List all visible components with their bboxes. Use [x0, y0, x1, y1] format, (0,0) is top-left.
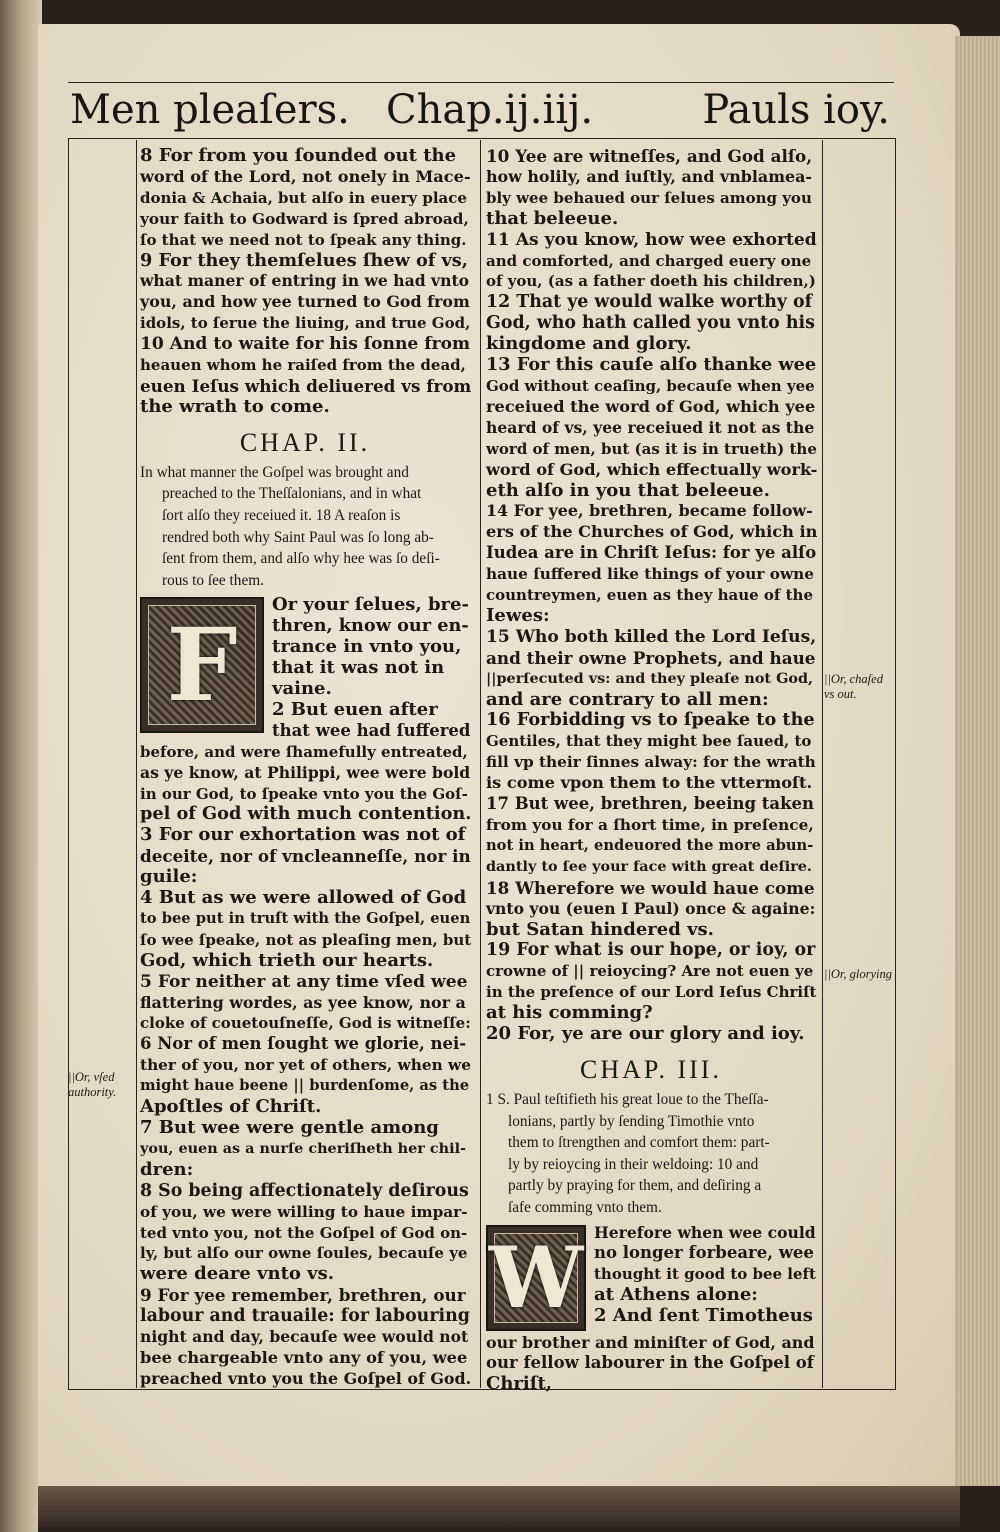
dropcap-letter: W	[488, 1227, 584, 1327]
text-line: 2 And ſent Timotheus	[594, 1305, 813, 1327]
text-line: partly by praying for them, and deſiring a	[508, 1177, 762, 1195]
text-line: and are contrary to all men:	[486, 688, 769, 710]
header-rule	[68, 82, 894, 83]
text-line: Chriſt,	[486, 1373, 553, 1395]
text-line: not in heart, endeuored the more abun-	[486, 836, 814, 854]
text-line: receiued the word of God, which yee	[486, 396, 816, 416]
margin-note-right-2: ||Or, glorying	[824, 967, 892, 981]
text-line: 10 And to waite for his ſonne from	[140, 334, 471, 355]
text-line: trance in vnto you,	[272, 636, 462, 658]
right-verses-body	[486, 1333, 816, 1396]
text-line: pel of God with much contention.	[140, 803, 472, 825]
text-line: ly by reioycing in their weldoing: 10 and	[508, 1155, 759, 1173]
chapter-3-summary	[486, 1089, 816, 1219]
text-line: God, which trieth our hearts.	[140, 949, 434, 971]
text-line: countreymen, euen as they haue of the	[486, 586, 813, 605]
text-line: bly wee behaued our ſelues among you	[486, 188, 812, 207]
text-line: rous to ſee them.	[162, 571, 264, 589]
text-line: idols, to ſerue the liuing, and true God,	[140, 314, 471, 333]
dropcap-w-woodcut	[486, 1225, 586, 1331]
text-line: Iudea are in Chriſt Ieſus: for ye alſo	[486, 543, 817, 563]
text-line: flattering wordes, as yee know, nor a	[140, 992, 466, 1012]
text-line: lonians, partly by ſending Timothie vnto	[508, 1112, 755, 1130]
text-line: dantly to ſee your face with great deſire.	[486, 857, 812, 875]
book-spine-shadow	[0, 0, 42, 1532]
text-line: is come vpon them to the vttermoſt.	[486, 773, 813, 793]
text-line: 15 Who both killed the Lord Ieſus,	[486, 626, 817, 647]
text-line: how holily, and iuſtly, and vnblamea-	[486, 166, 813, 186]
text-line: 4 But as we were allowed of God	[140, 887, 467, 909]
text-line: ſo that we need not to ſpeak any thing.	[140, 230, 467, 249]
text-line: Or your ſelues, bre-	[272, 594, 469, 616]
text-line: 10 Yee are witneſſes, and God alſo,	[486, 146, 813, 166]
text-line: might haue beene || burdenſome, as the	[140, 1077, 470, 1095]
running-header	[68, 84, 894, 136]
text-line: you, and how yee turned to God from	[140, 292, 470, 312]
header-right: Pauls ioy.	[702, 87, 890, 133]
text-line: 9 For yee remember, brethren, our	[140, 1285, 466, 1306]
text-line: ſent from them, and alſo why hee was ſo deſi-	[162, 550, 440, 568]
text-line: in our God, to ſpeake vnto you the Goſ-	[140, 784, 468, 803]
text-line: preached vnto you the Goſpel of God.	[140, 1368, 472, 1388]
text-line: haue ſuffered like things of your owne	[486, 565, 814, 584]
text-line: thought it good to bee left	[594, 1265, 816, 1284]
text-line: thren, know our en-	[272, 615, 469, 637]
text-line: 14 For yee, brethren, became follow-	[486, 501, 813, 521]
text-line: our fellow labourer in the Goſpel of	[486, 1353, 814, 1373]
text-line: eth alſo in you that beleeue.	[486, 479, 770, 501]
text-line: vaine.	[272, 677, 332, 699]
text-line: In what manner the Goſpel was brought and	[140, 463, 409, 481]
text-line: them to ſtrengthen and comfort them: part-	[508, 1134, 770, 1152]
right-column	[486, 146, 818, 1395]
column-divider	[480, 140, 481, 1388]
text-line: to bee put in truſt with the Goſpel, euen	[140, 909, 471, 927]
margin-note-right-1: ||Or, chaſed vs out.	[824, 672, 883, 701]
text-line: donia & Achaia, but alſo in euery place	[140, 188, 467, 207]
text-line: Gentiles, that they might bee ſaued, to	[486, 732, 812, 751]
page-bottom-shadow	[38, 1486, 960, 1532]
dropcap-f-woodcut	[140, 597, 264, 733]
text-line: night and day, becauſe wee would not	[140, 1327, 469, 1347]
text-line: the wrath to come.	[140, 395, 330, 417]
text-line: you, euen as a nurſe cheriſheth her chil-	[140, 1139, 467, 1157]
text-line: deceite, nor of vncleanneſſe, nor in	[140, 846, 471, 867]
text-line: heauen whom he raiſed from the dead,	[140, 356, 466, 375]
text-line: 1 S. Paul teſtifieth his great loue to the Theſſa-	[486, 1090, 769, 1108]
text-line: 8 So being affectionately deſirous	[140, 1180, 469, 1201]
text-line: ſort alſo they receiued it. 18 A reaſon is	[162, 506, 401, 524]
header-center: Chap.ij.iij.	[386, 87, 594, 133]
text-line: 19 For what is our hope, or ioy, or	[486, 940, 816, 961]
text-line: of you, (as a father doeth his children,)	[486, 272, 816, 291]
text-line: our brother and miniſter of God, and	[486, 1332, 815, 1352]
text-line: Iewes:	[486, 604, 550, 626]
text-line: and comforted, and charged euery one	[486, 251, 812, 270]
text-line: that beleeue.	[486, 207, 619, 229]
text-line: rendred both why Saint Paul was ſo long ab-	[162, 528, 434, 546]
text-line: word of men, but (as it is in trueth) the	[486, 439, 817, 458]
text-line: that it was not in	[272, 657, 445, 679]
text-line: 3 For our exhortation was not of	[140, 824, 466, 846]
text-line: dren:	[140, 1158, 194, 1180]
text-line: before, and were ſhamefully entreated,	[140, 742, 468, 761]
text-line: ſo wee ſpeake, not as pleaſing men, but	[140, 930, 472, 949]
text-line: 20 For, ye are our glory and ioy.	[486, 1023, 805, 1045]
right-margin-rule	[822, 140, 823, 1388]
text-line: no longer forbeare, wee	[594, 1243, 814, 1263]
text-line: 2 But euen after	[272, 698, 438, 720]
text-line: 12 That ye would walke worthy of	[486, 292, 813, 313]
text-line: Apoſtles of Chriſt.	[140, 1096, 322, 1118]
text-line: 9 For they themſelues ſhew of vs,	[140, 249, 468, 271]
text-line: in the preſence of our Lord Ieſus Chriſt	[486, 983, 817, 1002]
text-line: 6 Nor of men ſought we glorie, nei-	[140, 1034, 467, 1054]
text-line: but Satan hindered vs.	[486, 918, 714, 940]
text-line: as ye know, at Philippi, wee were bold	[140, 762, 471, 782]
text-line: kingdome and glory.	[486, 333, 692, 355]
text-line: your faith to Godward is ſpred abroad,	[140, 209, 469, 228]
text-line: from you for a ſhort time, in preſence,	[486, 816, 814, 834]
text-line: ſafe comming vnto them.	[508, 1198, 662, 1216]
text-line: at his comming?	[486, 1002, 653, 1024]
text-line: crowne of || reioycing? Are not euen ye	[486, 962, 814, 981]
text-line: what maner of entring in we had vnto	[140, 271, 470, 291]
text-line: ly, but alſo our owne ſoules, becauſe ye	[140, 1244, 468, 1263]
text-line: 8 For from you ſounded out the	[140, 145, 457, 166]
left-verses-body	[140, 742, 470, 1390]
text-line: 7 But wee were gentle among	[140, 1117, 439, 1138]
left-verses-top	[140, 146, 470, 418]
page-edges	[955, 36, 1000, 1486]
text-line: ||perſecuted vs: and they pleaſe not God,	[486, 669, 814, 687]
text-line: preached to the Theſſalonians, and in what	[162, 485, 422, 503]
text-line: were deare vnto vs.	[140, 1263, 335, 1285]
chapter-heading-2: CHAP. II.	[239, 427, 371, 457]
text-line: labour and trauaile: for labouring	[140, 1306, 470, 1327]
text-line: 17 But wee, brethren, beeing taken	[486, 794, 815, 814]
text-line: at Athens alone:	[594, 1284, 758, 1306]
dropcap-letter: F	[166, 606, 238, 725]
text-line: word of the Lord, not onely in Mace-	[140, 166, 471, 186]
text-line: 11 As you know, how wee exhorted	[486, 229, 817, 250]
text-line: euen Ieſus which deliuered vs from	[140, 375, 472, 396]
text-line: God, who hath called you vnto his	[486, 313, 815, 334]
text-line: ther of you, nor yet of others, when we	[140, 1056, 471, 1075]
text-line: that wee had ſuffered	[272, 720, 471, 740]
text-line: fill vp their ſinnes alway: for the wrath	[486, 753, 816, 772]
text-line: 13 For this cauſe alſo thanke wee	[486, 354, 817, 376]
right-verses-top	[486, 146, 816, 1045]
text-line: 16 Forbidding vs to ſpeake to the	[486, 709, 815, 731]
text-line: Herefore when wee could	[594, 1222, 816, 1242]
text-line: 18 Wherefore we would haue come	[486, 877, 815, 898]
text-line: vnto you (euen I Paul) once & againe:	[486, 898, 816, 918]
text-line: 5 For neither at any time vſed wee	[140, 971, 468, 992]
margin-note-left: ||Or, vſed authority.	[68, 1070, 117, 1099]
left-margin-rule	[136, 140, 137, 1388]
text-line: guile:	[140, 866, 198, 888]
chapter-2-summary	[140, 462, 470, 592]
text-line: heard of vs, yee receiued it not as the	[486, 417, 815, 437]
left-column	[140, 145, 472, 1388]
text-line: word of God, which effectually work-	[486, 459, 818, 479]
text-line: of you, we were willing to haue impar-	[140, 1202, 468, 1221]
text-line: ers of the Churches of God, which in	[486, 522, 818, 542]
text-line: cloke of couetouſneſſe, God is witneſſe:	[140, 1014, 471, 1033]
text-line: ted vnto you, not the Goſpel of God on-	[140, 1223, 468, 1242]
text-line: bee chargeable vnto any of you, wee	[140, 1347, 468, 1367]
chapter-heading-3: CHAP. III.	[580, 1054, 722, 1084]
header-left: Men pleaſers.	[70, 87, 350, 133]
text-line: and their owne Prophets, and haue	[486, 647, 816, 668]
text-line: God without ceaſing, becauſe when yee	[486, 376, 815, 395]
